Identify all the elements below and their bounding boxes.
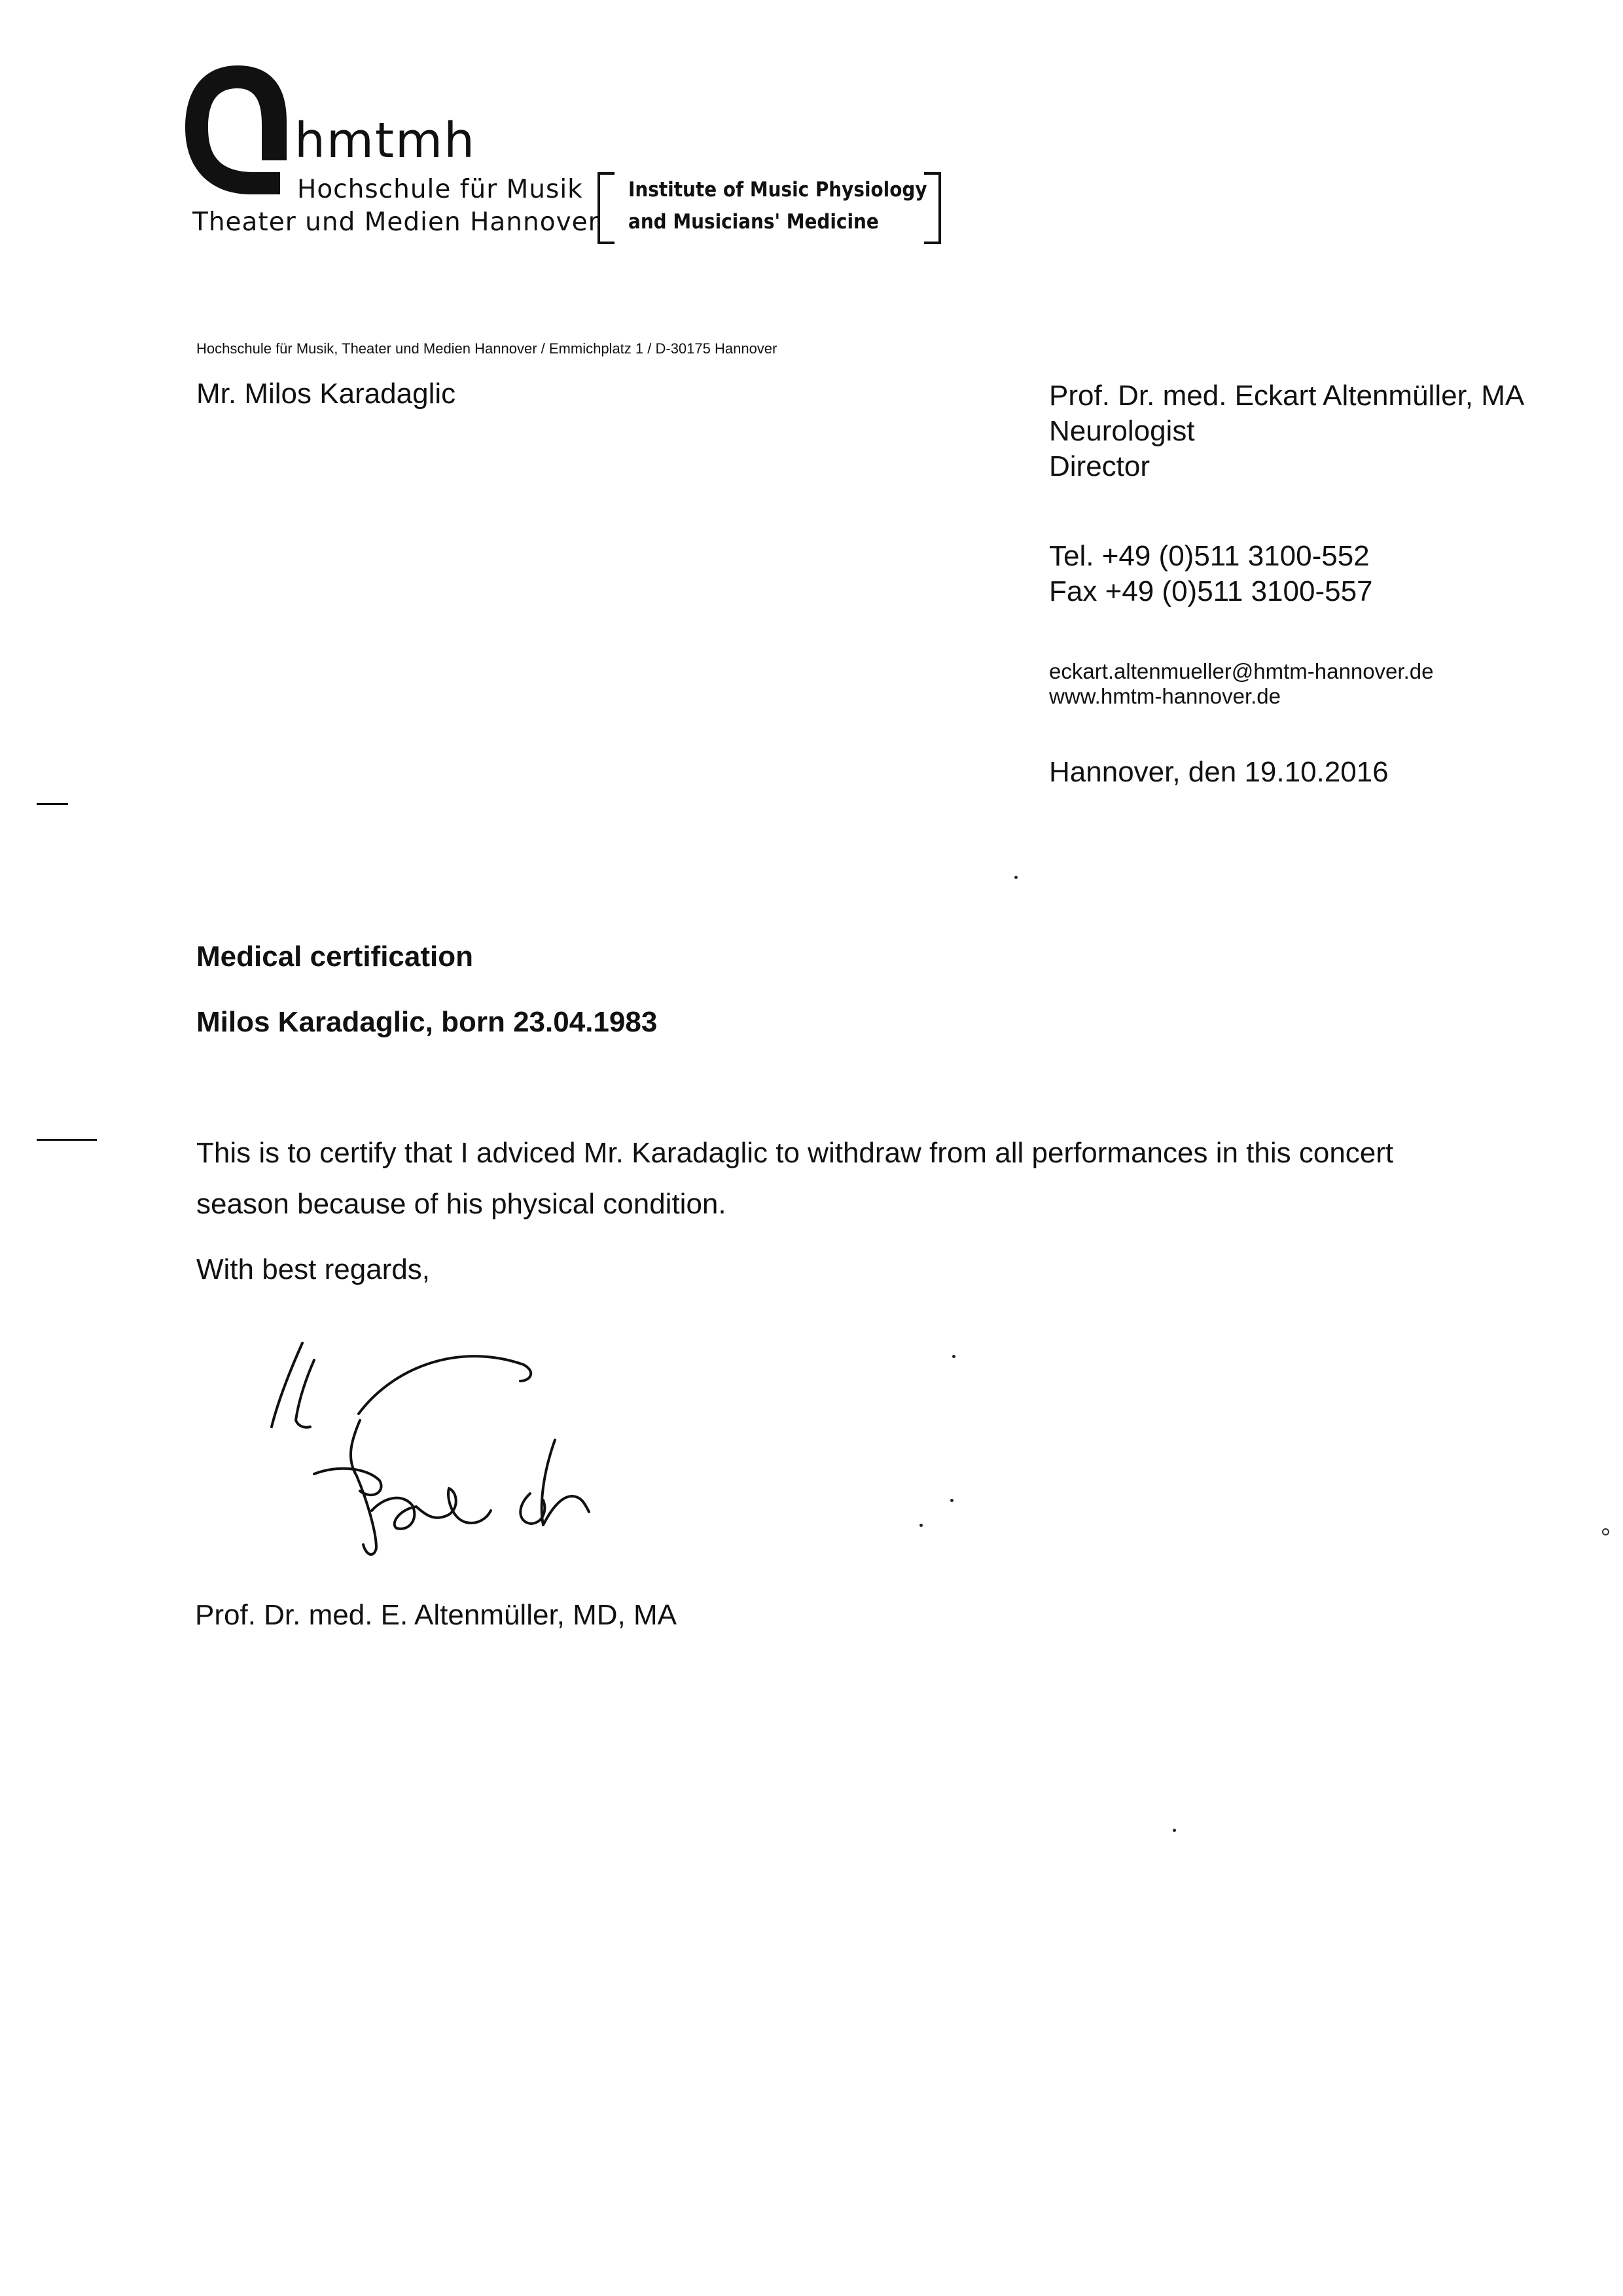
scan-speck <box>919 1524 923 1527</box>
signatory-name: Prof. Dr. med. E. Altenmüller, MD, MA <box>195 1599 677 1631</box>
department-name-line-1: Institute of Music Physiology <box>628 178 927 202</box>
patient-line: Milos Karadaglic, born 23.04.1983 <box>196 1006 658 1038</box>
body-text-line-2: season because of his physical condition. <box>196 1188 726 1220</box>
scan-speck <box>1602 1528 1609 1535</box>
return-address: Hochschule für Musik, Theater und Medien Hannover / Emmichplatz 1 / D-30175 Hannover <box>196 340 777 357</box>
scan-speck <box>950 1499 954 1502</box>
logo-wordmark: hmtmh <box>294 113 476 169</box>
fold-mark-upper <box>37 803 68 805</box>
scan-speck <box>952 1355 955 1358</box>
institution-name-line-2: Theater und Medien Hannover <box>192 207 599 237</box>
hmtmh-logo-mark <box>182 62 293 200</box>
body-text-line-1: This is to certify that I adviced Mr. Karadaglic to withdraw from all performances in this concert <box>196 1137 1394 1169</box>
recipient-name: Mr. Milos Karadaglic <box>196 378 456 410</box>
scan-speck <box>1014 876 1018 879</box>
sender-telephone: Tel. +49 (0)511 3100-552 <box>1049 540 1370 572</box>
sender-name: Prof. Dr. med. Eckart Altenmüller, MA <box>1049 380 1525 412</box>
scan-speck <box>1173 1829 1176 1832</box>
fold-mark-lower <box>37 1139 97 1141</box>
sender-website: www.hmtm-hannover.de <box>1049 684 1281 708</box>
letter-subject: Medical certification <box>196 941 474 973</box>
institution-name-line-1: Hochschule für Musik <box>297 175 583 204</box>
sender-role: Director <box>1049 450 1150 482</box>
handwritten-signature <box>262 1329 668 1564</box>
left-bracket <box>597 172 615 244</box>
closing-phrase: With best regards, <box>196 1253 431 1285</box>
sender-fax: Fax +49 (0)511 3100-557 <box>1049 575 1373 607</box>
sender-email: eckart.altenmueller@hmtm-hannover.de <box>1049 659 1434 683</box>
department-name-line-2: and Musicians' Medicine <box>628 210 879 234</box>
letter-date: Hannover, den 19.10.2016 <box>1049 756 1389 788</box>
sender-title: Neurologist <box>1049 415 1195 447</box>
right-bracket <box>924 172 941 244</box>
